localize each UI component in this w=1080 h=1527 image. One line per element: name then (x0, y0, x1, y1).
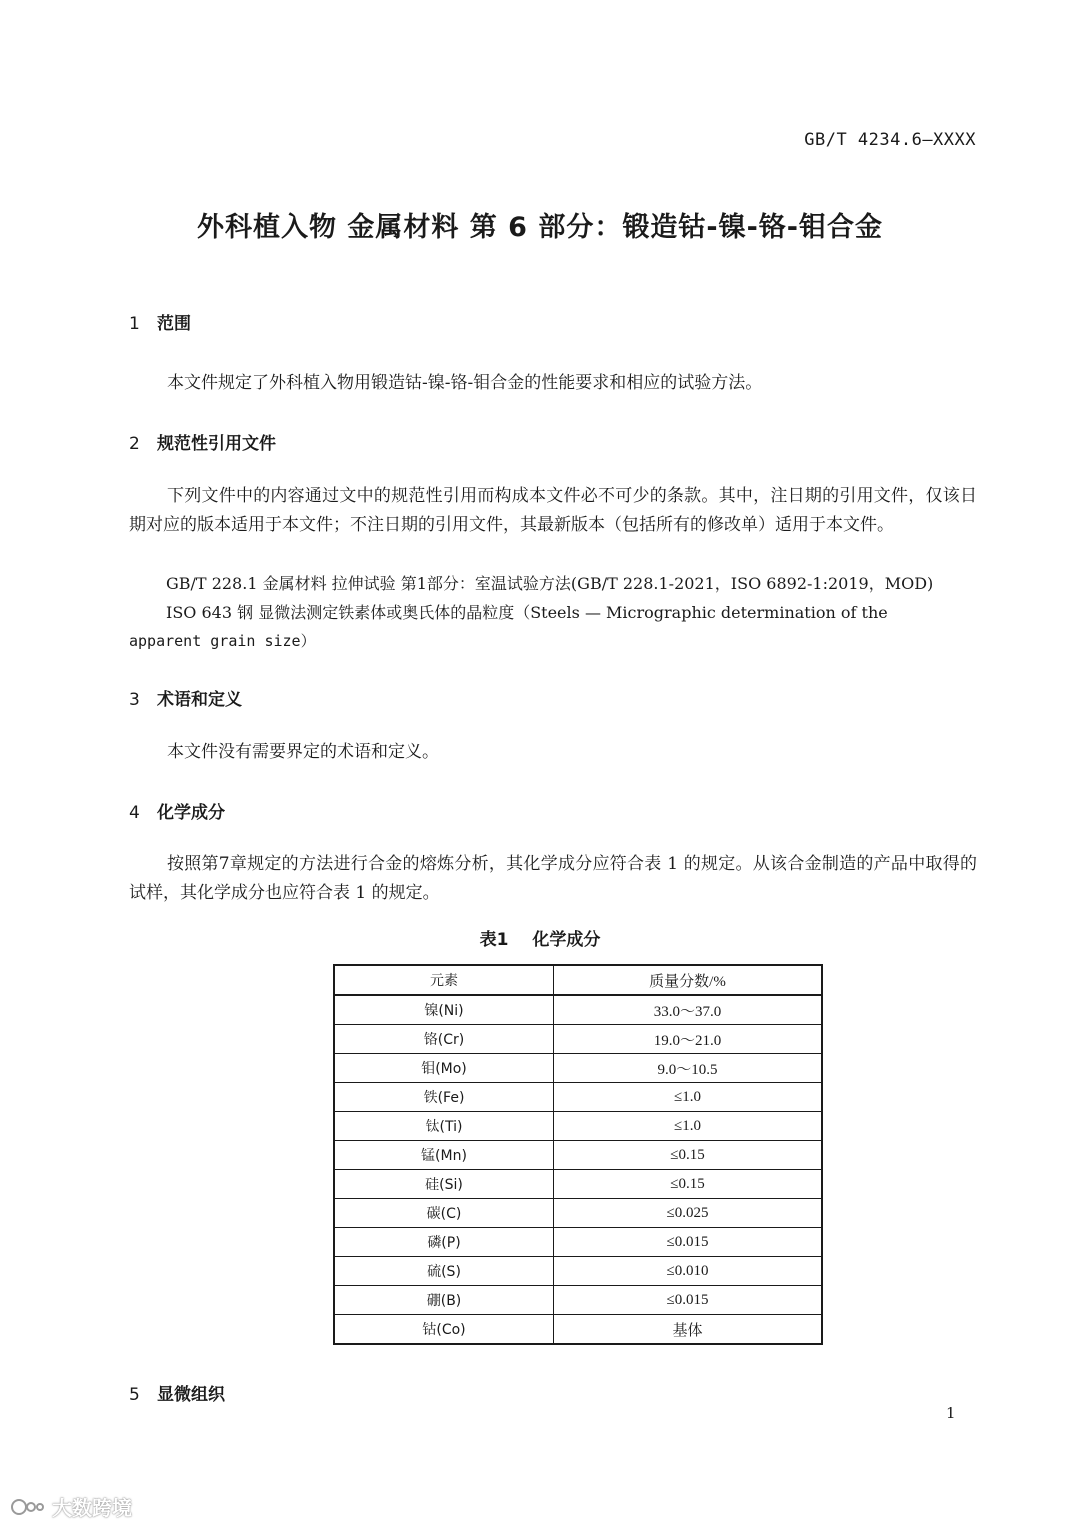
element-cell: 硫(S) (334, 1257, 554, 1286)
table-row (334, 1112, 822, 1141)
column-header-mass-fraction: 质量分数/% (554, 965, 823, 995)
mass-fraction-cell: 33.0～37.0 (554, 995, 823, 1025)
element-cell: 磷(P) (334, 1228, 554, 1257)
page-number: 1 (946, 1404, 956, 1422)
section-number: 3 (129, 690, 140, 710)
mass-fraction-cell: ≤0.015 (554, 1228, 823, 1257)
section-title: 化学成分 (157, 803, 225, 823)
table-row (334, 1315, 822, 1345)
mass-fraction-cell: 基体 (554, 1315, 823, 1345)
mass-fraction-cell: 19.0～21.0 (554, 1025, 823, 1054)
element-cell: 铬(Cr) (334, 1025, 554, 1054)
section-number: 4 (129, 803, 140, 823)
section-3-heading (129, 685, 242, 710)
element-cell: 钼(Mo) (334, 1054, 554, 1083)
element-cell: 镍(Ni) (334, 995, 554, 1025)
section-2-body: 下列文件中的内容通过文中的规范性引用而构成本文件必不可少的条款。其中，注日期的引用文件，仅该日期对应的版本适用于本文件；不注日期的引用文件，其最新版本（包括所有的修改单）适用于本文件。 (129, 486, 977, 535)
column-header-element: 元素 (334, 965, 554, 995)
document-title: 外科植入物 金属材料 第 6 部分：锻造钴-镍-铬-钼合金 (196, 212, 883, 243)
mass-fraction-cell: ≤0.15 (554, 1141, 823, 1170)
table-row (334, 1083, 822, 1112)
element-cell: 钛(Ti) (334, 1112, 554, 1141)
section-3-body: 本文件没有需要界定的术语和定义。 (167, 742, 439, 762)
reference-iso-643-text: ISO 643 钢 显微法测定铁素体或奥氏体的晶粒度（Steels — Micrographic determination of the (166, 603, 888, 622)
table-caption: 表1 化学成分 (479, 930, 601, 950)
element-cell: 碳(C) (334, 1199, 554, 1228)
section-title: 范围 (157, 314, 191, 334)
table-row (334, 1025, 822, 1054)
table-row (334, 1286, 822, 1315)
element-cell: 锰(Mn) (334, 1141, 554, 1170)
section-number: 5 (129, 1385, 140, 1405)
table-header-row (334, 965, 822, 995)
element-cell: 硼(B) (334, 1286, 554, 1315)
mass-fraction-cell: ≤1.0 (554, 1112, 823, 1141)
section-1-body: 本文件规定了外科植入物用锻造钴-镍-铬-钼合金的性能要求和相应的试验方法。 (167, 373, 763, 393)
mass-fraction-cell: ≤0.15 (554, 1170, 823, 1199)
section-4-heading (129, 798, 225, 823)
watermark (10, 1492, 132, 1521)
section-4-body: 按照第7章规定的方法进行合金的熔炼分析，其化学成分应符合表 1 的规定。从该合金制造的产品中取得的试样，其化学成分也应符合表 1 的规定。 (129, 854, 977, 903)
reference-iso-643-line2: apparent grain size） (129, 632, 316, 650)
mass-fraction-cell: ≤1.0 (554, 1083, 823, 1112)
table-row (334, 1257, 822, 1286)
element-cell: 钴(Co) (334, 1315, 554, 1345)
section-1-heading (129, 309, 191, 334)
section-2-heading (129, 429, 276, 454)
mass-fraction-cell: ≤0.010 (554, 1257, 823, 1286)
table-row (334, 1054, 822, 1083)
section-title: 规范性引用文件 (157, 434, 276, 454)
section-title: 术语和定义 (157, 690, 242, 710)
standard-code: GB/T 4234.6—XXXX (804, 130, 976, 150)
reference-gbt-228-1: GB/T 228.1 金属材料 拉伸试验 第1部分：室温试验方法(GB/T 228.1-2021，ISO 6892-1:2019，MOD) (166, 574, 934, 593)
reference-iso-643-line1 (166, 600, 888, 623)
mass-fraction-cell: ≤0.015 (554, 1286, 823, 1315)
mass-fraction-cell: 9.0～10.5 (554, 1054, 823, 1083)
table-row (334, 1199, 822, 1228)
section-number: 2 (129, 434, 140, 454)
element-cell: 铁(Fe) (334, 1083, 554, 1112)
chemical-composition-table (333, 964, 823, 1345)
table-row (334, 1141, 822, 1170)
watermark-text: 大数跨境 (52, 1496, 132, 1520)
section-number: 1 (129, 314, 140, 334)
section-5-heading (129, 1380, 225, 1405)
watermark-logo-icon (10, 1496, 46, 1518)
section-title: 显微组织 (157, 1385, 225, 1405)
element-cell: 硅(Si) (334, 1170, 554, 1199)
mass-fraction-cell: ≤0.025 (554, 1199, 823, 1228)
table-row (334, 995, 822, 1025)
table-row (334, 1170, 822, 1199)
table-row (334, 1228, 822, 1257)
